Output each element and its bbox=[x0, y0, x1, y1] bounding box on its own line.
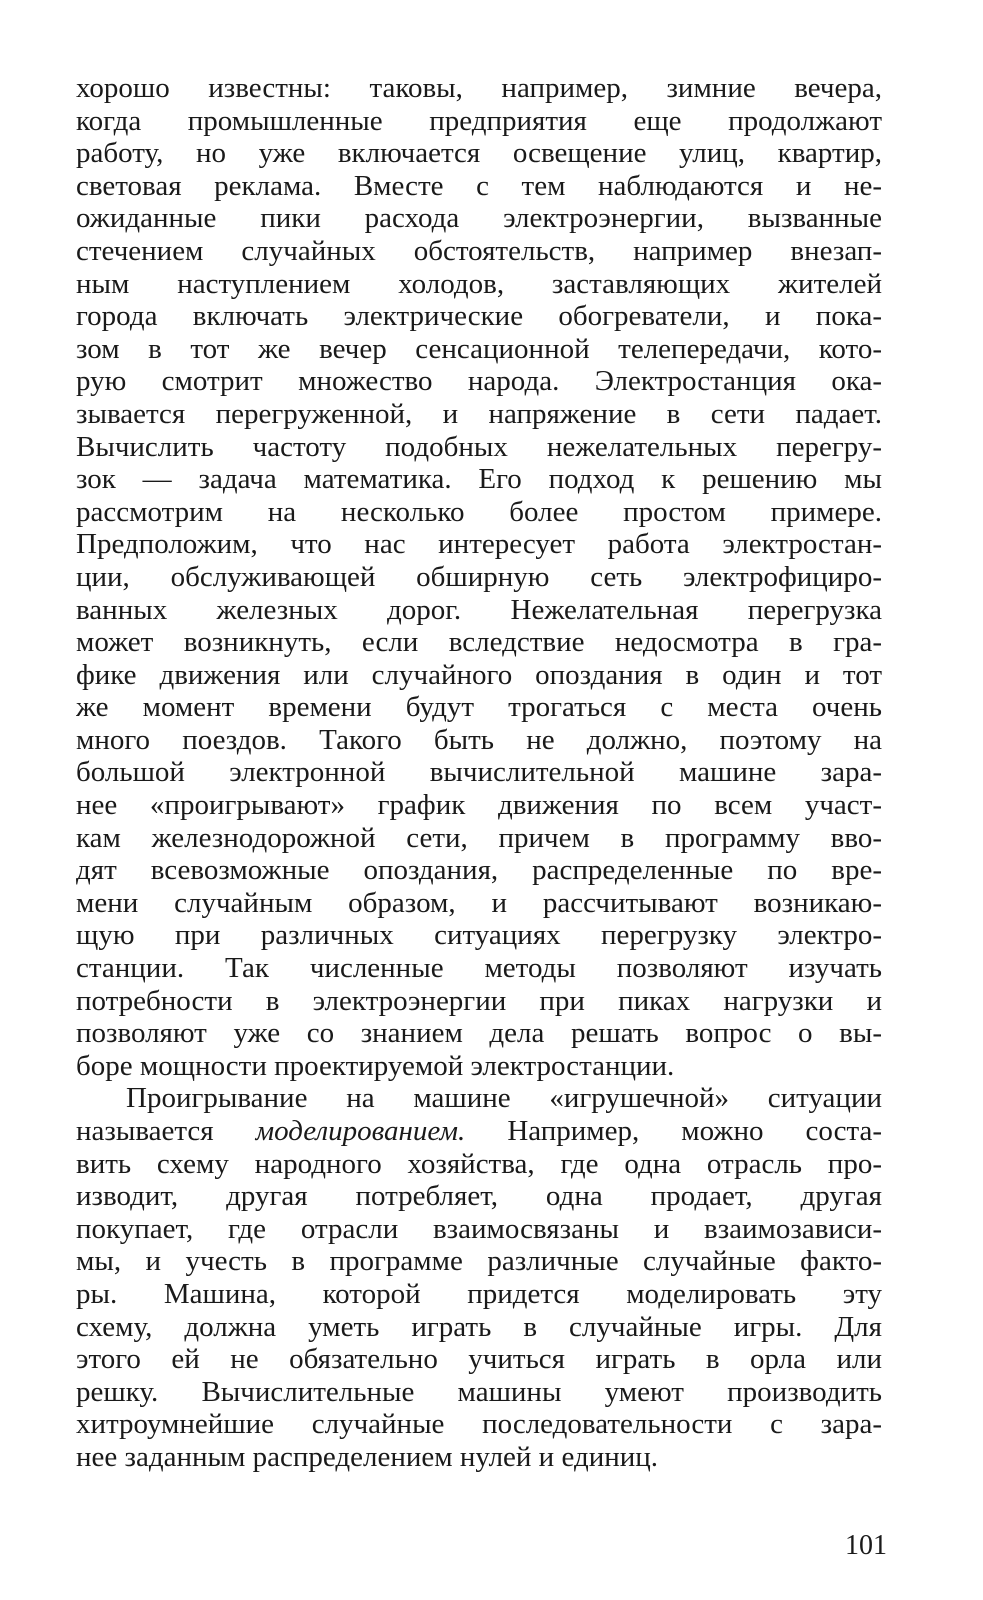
text-line: хитроумнейшие случайные последовательности с зара- bbox=[76, 1408, 882, 1441]
text-line: вить схему народного хозяйства, где одна отрасль про- bbox=[76, 1147, 882, 1180]
text-line: схему, должна уметь играть в случайные игры. Для bbox=[76, 1310, 882, 1343]
text-line: мени случайным образом, и рассчитывают возникаю- bbox=[76, 886, 882, 919]
text-line: решку. Вычислительные машины умеют производить bbox=[76, 1375, 882, 1408]
paragraph-2 bbox=[76, 1082, 882, 1473]
text-line: станции. Так численные методы позволяют изучать bbox=[76, 952, 882, 985]
text-line: Предположим, что нас интересует работа электростан- bbox=[76, 528, 882, 561]
text-line: ры. Машина, которой придется моделировать эту bbox=[76, 1277, 882, 1310]
text-line: хорошо известны: таковы, например, зимние вечера, bbox=[76, 72, 882, 104]
text-line: этого ей не обязательно учиться играть в орла или bbox=[76, 1343, 882, 1376]
paragraph-1 bbox=[76, 72, 882, 1082]
text-line: зывается перегруженной, и напряжение в сети падает. bbox=[76, 397, 882, 430]
text-line: Проигрывание на машине «игрушечной» ситуации bbox=[126, 1082, 882, 1115]
emphasized-term: моделированием. bbox=[255, 1115, 466, 1147]
text-line: мы, и учесть в программе различные случайные факто- bbox=[76, 1245, 882, 1278]
text-line: много поездов. Такого быть не должно, поэтому на bbox=[76, 723, 882, 756]
text-line: покупает, где отрасли взаимосвязаны и взаимозависи- bbox=[76, 1212, 882, 1245]
text-line: когда промышленные предприятия еще продолжают bbox=[76, 104, 882, 137]
text-line: боре мощности проектируемой электростанции. bbox=[76, 1049, 675, 1082]
text-line: зом в тот же вечер сенсационной телепередачи, кото- bbox=[76, 332, 882, 365]
text-line: щую при различных ситуациях перегрузку электро- bbox=[76, 919, 882, 952]
text-line: ванных железных дорог. Нежелательная перегрузка bbox=[76, 593, 882, 626]
text-line: изводит, другая потребляет, одна продает, другая bbox=[76, 1180, 882, 1213]
text-run: называется bbox=[76, 1115, 256, 1147]
text-line: кам железнодорожной сети, причем в программу вво- bbox=[76, 821, 882, 854]
text-line: рую смотрит множество народа. Электростанция ока- bbox=[76, 365, 882, 398]
text-line: рассмотрим на несколько более простом примере. bbox=[76, 495, 882, 528]
page-number: 101 bbox=[845, 1530, 887, 1561]
text-line: города включать электрические обогреватели, и пока- bbox=[76, 300, 882, 333]
text-line: большой электронной вычислительной машине зара- bbox=[76, 756, 882, 789]
text-line: ным наступлением холодов, заставляющих жителей bbox=[76, 267, 882, 300]
text-line: ции, обслуживающей обширную сеть электрофициро- bbox=[76, 560, 882, 593]
text-line: может возникнуть, если вследствие недосмотра в гра- bbox=[76, 626, 882, 659]
text-line: световая реклама. Вместе с тем наблюдаются и не- bbox=[76, 169, 882, 202]
text-line: потребности в электроэнергии при пиках нагрузки и bbox=[76, 984, 882, 1017]
text-line: стечением случайных обстоятельств, например внезап- bbox=[76, 234, 882, 267]
text-line: фике движения или случайного опоздания в один и тот bbox=[76, 658, 882, 691]
text-line: ожиданные пики расхода электроэнергии, вызванные bbox=[76, 202, 882, 235]
text-line: дят всевозможные опоздания, распределенные по вре- bbox=[76, 854, 882, 887]
text-line: работу, но уже включается освещение улиц, квартир, bbox=[76, 137, 882, 170]
text-line bbox=[76, 1115, 882, 1148]
text-run: Например, можно соста- bbox=[465, 1115, 882, 1147]
page-body bbox=[76, 72, 882, 1474]
text-line: же момент времени будут трогаться с места очень bbox=[76, 691, 882, 724]
text-line: нее заданным распределением нулей и единиц. bbox=[76, 1440, 659, 1473]
text-line: нее «проигрывают» график движения по всем участ- bbox=[76, 789, 882, 822]
text-line: Вычислить частоту подобных нежелательных перегру- bbox=[76, 430, 882, 463]
text-line: зок — задача математика. Его подход к решению мы bbox=[76, 463, 882, 496]
text-line: позволяют уже со знанием дела решать вопрос о вы- bbox=[76, 1017, 882, 1050]
